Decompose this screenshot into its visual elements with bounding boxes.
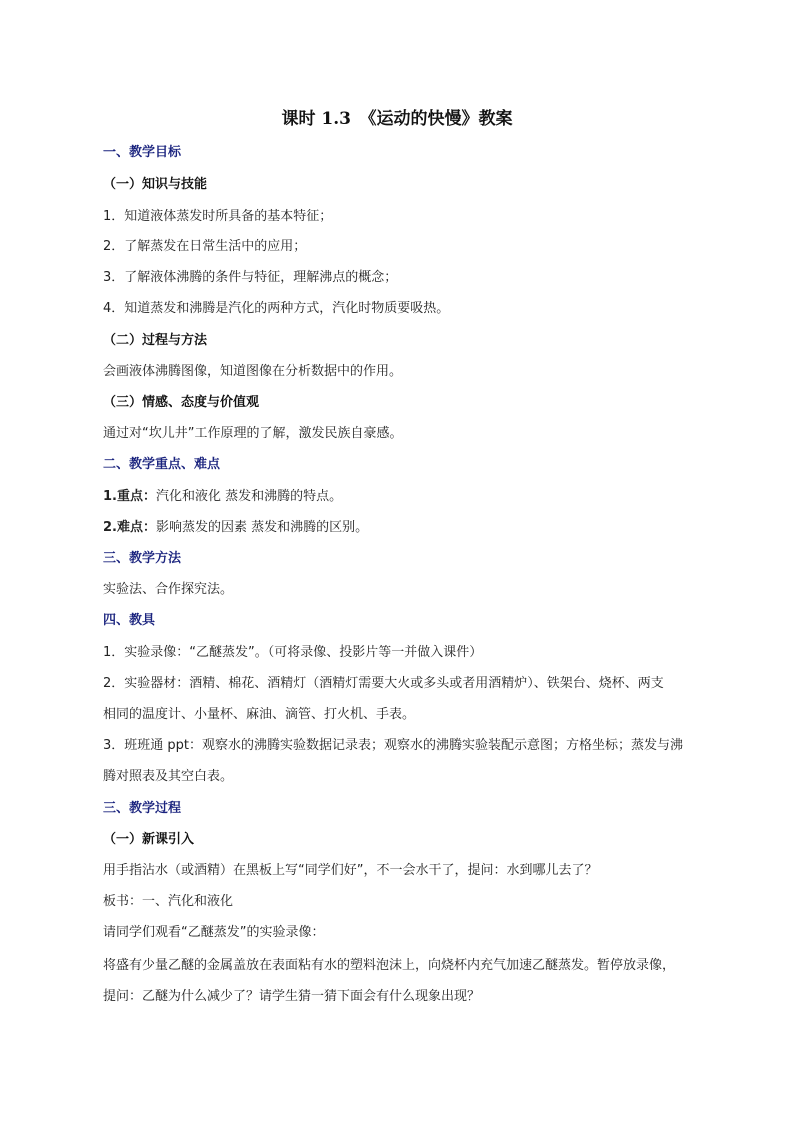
- subheading-process: （二）过程与方法: [103, 333, 208, 348]
- paragraph-continued: 提问：乙醚为什么减少了？请学生猜一猜下面会有什么现象出现？: [103, 989, 481, 1004]
- paragraph: 实验法、合作探究法。: [103, 582, 234, 597]
- paragraph: 用手指沾水（或酒精）在黑板上写“同学们好”，不一会水干了，提问：水到哪儿去了？: [103, 863, 598, 878]
- section-heading-process: 三、教学过程: [103, 801, 182, 816]
- subheading-intro: （一）新课引入: [103, 832, 195, 847]
- focus-label: 1.重点：: [103, 489, 156, 504]
- list-item-continued: 腾对照表及其空白表。: [103, 769, 234, 784]
- list-item-continued: 相同的温度计、小量杯、麻油、滴管、打火机、手表。: [103, 707, 416, 722]
- focus-text: 汽化和液化 蒸发和沸腾的特点。: [155, 489, 343, 504]
- subheading-knowledge: （一）知识与技能: [103, 177, 208, 192]
- list-item: 2．了解蒸发在日常生活中的应用；: [103, 239, 307, 254]
- list-item: 3．了解液体沸腾的条件与特征，理解沸点的概念；: [103, 270, 398, 285]
- subheading-emotion: （三）情感、态度与价值观: [103, 395, 260, 410]
- section-heading-objectives: 一、教学目标: [103, 145, 182, 160]
- section-heading-method: 三、教学方法: [103, 551, 182, 566]
- difficulty-text: 影响蒸发的因素 蒸发和沸腾的区别。: [155, 520, 369, 535]
- focus-line: [103, 487, 723, 507]
- paragraph: 通过对“坎儿井”工作原理的了解，激发民族自豪感。: [103, 426, 403, 441]
- paragraph: 请同学们观看“乙醚蒸发”的实验录像：: [103, 925, 325, 940]
- list-item: 1．实验录像：“乙醚蒸发”。（可将录像、投影片等一并做入课件）: [103, 645, 483, 660]
- paragraph: 板书：一、汽化和液化: [103, 894, 234, 909]
- paragraph: 将盛有少量乙醚的金属盖放在表面粘有水的塑料泡沫上，向烧杯内充气加速乙醚蒸发。暂停放录像，: [103, 958, 676, 973]
- page-title: 课时 1.3 《运动的快慢》教案: [281, 109, 513, 129]
- section-heading-tools: 四、教具: [103, 613, 156, 628]
- difficulty-label: 2.难点：: [103, 520, 156, 535]
- list-item: 3．班班通 ppt：观察水的沸腾实验数据记录表；观察水的沸腾实验装配示意图；方格坐标；蒸发与沸: [103, 738, 684, 753]
- difficulty-line: [103, 518, 723, 538]
- list-item: 4．知道蒸发和沸腾是汽化的两种方式，汽化时物质要吸热。: [103, 301, 450, 316]
- paragraph: 会画液体沸腾图像，知道图像在分析数据中的作用。: [103, 364, 403, 379]
- list-item: 2．实验器材：酒精、棉花、酒精灯（酒精灯需要大火或多头或者用酒精炉）、铁架台、烧杯、两支: [103, 676, 664, 691]
- section-heading-focus: 二、教学重点、难点: [103, 457, 221, 472]
- list-item: 1．知道液体蒸发时所具备的基本特征；: [103, 209, 333, 224]
